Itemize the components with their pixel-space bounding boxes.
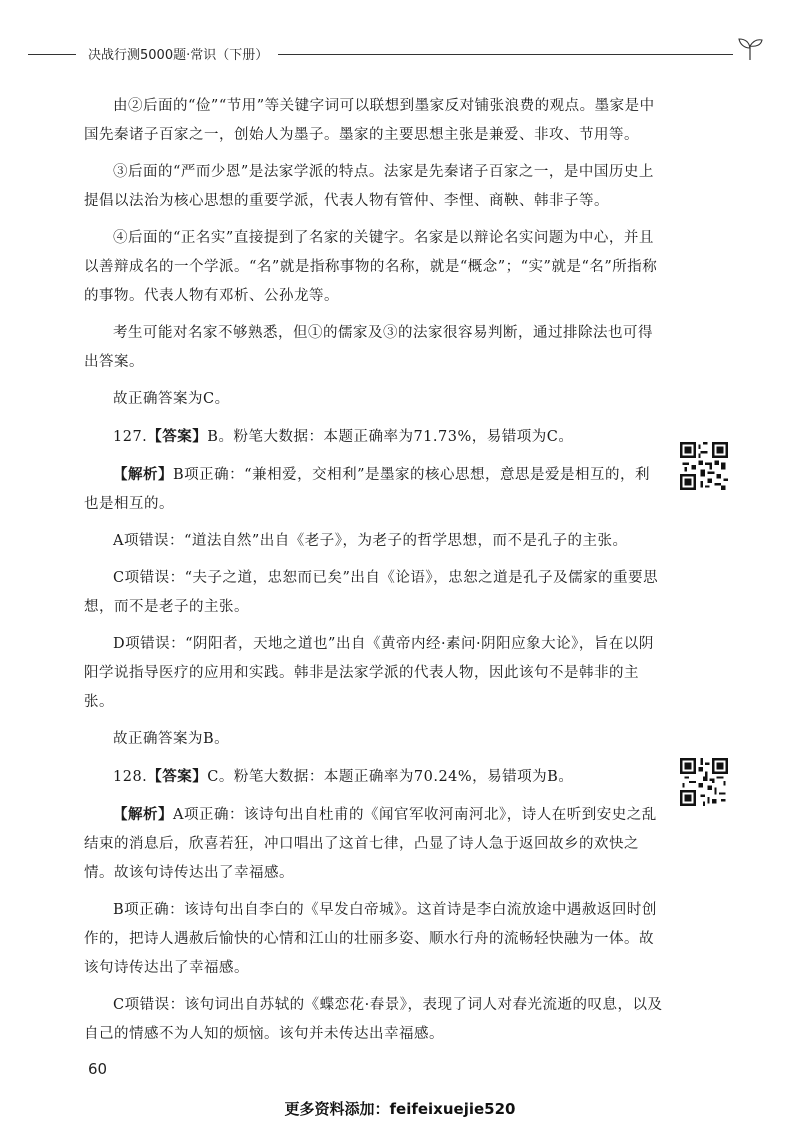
footer-note: 更多资料添加：feifeixuejie520 [284,1100,516,1118]
q128-answer-tag: 【答案】 [147,768,208,785]
header-rule-right [278,54,733,55]
qr-code-icon [680,442,728,490]
q127-answer-text: B。粉笔大数据：本题正确率为71.73%，易错项为C。 [207,429,574,445]
book-title: 决战行测5000题·常识（下册） [88,48,269,63]
q128-answer-line [84,762,664,792]
q127-option-c: C项错误：“夫子之道，忠恕而已矣”出自《论语》，忠恕之道是孔子及儒家的重要思想，而不是老子的主张。 [84,570,659,615]
q127-answer-line [84,422,664,452]
q127-option-d: D项错误：“阴阳者，天地之道也”出自《黄帝内经·素问·阴阳应象大论》，旨在以阴阳学说指导医疗的应用和实践。韩非是法家学派的代表人物，因此该句不是韩非的主张。 [84,636,654,710]
paragraph-legalism: ③后面的“严而少恩”是法家学派的特点。法家是先秦诸子百家之一，是中国历史上提倡以法治为核心思想的重要学派，代表人物有管仲、李悝、商鞅、韩非子等。 [84,164,654,209]
paragraph-conclusion-126: 故正确答案为C。 [113,391,230,407]
q127-number: 127. [113,429,148,445]
paragraph-school-of-names: ④后面的“正名实”直接提到了名家的关键字。名家是以辩论名实问题为中心，并且以善辩成名的一个学派。“名”就是指称事物的名称，就是“概念”；“实”就是“名”所指称的事物。代表人物有邓析、公孙龙等。 [84,230,658,304]
q127-analysis-tag: 【解析】 [113,466,173,483]
q128-answer-text: C。粉笔大数据：本题正确率为70.24%，易错项为B。 [207,769,574,785]
running-header [28,40,768,70]
q128-option-b: B项正确：该诗句出自李白的《早发白帝城》。这首诗是李白流放途中遇赦返回时创作的，把诗人遇赦后愉快的心情和江山的壮丽多姿、顺水行舟的流畅轻快融为一体。故该句诗传达出了幸福感。 [84,902,657,976]
q127-analysis-text: B项正确：“兼相爱，交相利”是墨家的核心思想，意思是爱是相互的，利也是相互的。 [84,467,650,512]
paragraph-elimination-tip: 考生可能对名家不够熟悉，但①的儒家及③的法家很容易判断，通过排除法也可得出答案。 [84,325,653,370]
page-number: 60 [88,1060,108,1078]
header-rule-left [28,54,76,55]
q127-option-a: A项错误：“道法自然”出自《老子》，为老子的哲学思想，而不是孔子的主张。 [113,533,628,549]
paragraph-mohism: 由②后面的“俭”“节用”等关键字词可以联想到墨家反对铺张浪费的观点。墨家是中国先秦诸子百家之一，创始人为墨子。墨家的主要思想主张是兼爱、非攻、节用等。 [84,98,655,143]
q127-analysis [84,460,664,519]
q127-conclusion: 故正确答案为B。 [113,731,230,747]
qr-code-icon [680,758,728,806]
q128-option-c: C项错误：该句词出自苏轼的《蝶恋花·春景》，表现了词人对春光流逝的叹息，以及自己的情感不为人知的烦恼。该句并未传达出幸福感。 [84,997,663,1042]
q128-analysis-text: A项正确：该诗句出自杜甫的《闻官军收河南河北》，诗人在听到安史之乱结束的消息后，欣喜若狂，冲口唱出了这首七律，凸显了诗人急于返回故乡的欢快之情。故该句诗传达出了幸福感。 [84,807,657,881]
q128-analysis [84,800,664,888]
page-body [84,92,664,1057]
sprout-icon [736,34,764,62]
q128-analysis-tag: 【解析】 [113,806,173,823]
q128-number: 128. [113,769,148,785]
q127-answer-tag: 【答案】 [147,428,208,445]
